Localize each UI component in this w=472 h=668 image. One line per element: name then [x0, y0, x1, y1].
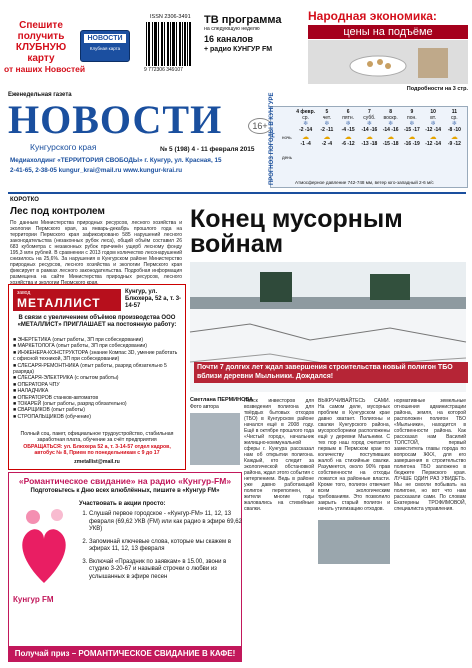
- weather-night-temp: -12 -14: [425, 127, 442, 133]
- weather-night-temp: -14 -16: [361, 127, 378, 133]
- weather-night-temp: -2 -14: [299, 127, 313, 133]
- weather-weekday: пон.: [407, 115, 417, 121]
- masthead-title: НОВОСТИ: [8, 97, 223, 142]
- weather-day-temp: -16 -19: [403, 141, 420, 147]
- job-item: ■ ЭНЕРГЕТИКА (опыт работы, ЗП при собеседовании): [13, 337, 144, 343]
- korotko-label: КОРОТКО: [10, 197, 39, 203]
- weather-block: [269, 92, 468, 188]
- article-col-1b: [244, 512, 314, 652]
- cloud-sun-icon: ☁: [323, 134, 331, 141]
- cloud-sun-icon: ☁: [429, 134, 437, 141]
- weather-date: 5: [325, 109, 329, 115]
- weather-weekday: ср.: [451, 115, 458, 121]
- cloud-sun-icon: ☁: [408, 134, 416, 141]
- radio-ad-intro: Подготовьтесь к Дню всех влюблённых, пишите в «Кунгур FM»: [30, 488, 220, 494]
- ad-metallist: [8, 284, 186, 470]
- byline-role: Фото автора: [190, 404, 219, 410]
- masthead-publisher: Медиахолдинг «ТЕРРИТОРИЯ СВОБОДЫ» г. Кунгур, ул. Красная, 15: [10, 157, 222, 164]
- article-col-3: нормативные земельные отношения администрации района, земля, на которой расположен полигон ТБО «Мыльники», находится в собственности района. Как рассказал нам Василий ТОЛСТОЙ, первый заместитель главы города по вопросам ЖКХ, для его завершения в строительство полигона ТБО заложено в бюджете Пермского края. ЛУЧШЕ ОДИН РАЗ УВИДЕТЬ. Мы не смогли побывать на полигоне, но вот что нам рассказали сами. По словам Екатерины ТРОФИМОВОЙ, специалиста управления.: [394, 398, 466, 512]
- radio-logo: Кунгур FM: [13, 595, 54, 604]
- radio-step: 1. Слушай первое городское - «Кунгур-FM» 11, 12, 13 февраля (69,62 УКВ (FM) или как радио в эфире 69,62 УКВ): [89, 511, 247, 534]
- tv-block: [204, 14, 300, 54]
- job-item: ■ СЛЕСАРЯ-ЭЛЕКТРИКА (с опытом работы): [13, 375, 119, 382]
- article-thumbnail: [190, 413, 240, 465]
- metallist-address: Кунгур, ул. Блюхера, 52 а, т. 3-14-57: [125, 289, 182, 309]
- job-item: ■ СЛЕСАРЯ-РЕМОНТНИКА (опыт работы, разряд обязательно 5 разряда): [13, 362, 167, 376]
- radio-ad: [8, 472, 242, 662]
- metallist-heading: В связи с увеличением объёмов производства ООО «МЕТАЛЛИСТ» ПРИГЛАШАЕТ на постоянную работу:: [17, 315, 177, 328]
- headline-caption: Почти 7 долгих лет ждал завершения строительства новый полигон ТБО вблизи деревни Мыльники. Дождался!: [194, 362, 468, 383]
- weather-day-temp: -1 -4: [300, 141, 311, 147]
- radio-ad-wins: Участвовать в акции просто:: [79, 501, 166, 507]
- weather-weekday: ср.: [302, 115, 309, 121]
- tv-radio: + радио КУНГУР FM: [204, 46, 273, 54]
- cloud-sun-icon: ☁: [302, 134, 310, 141]
- left-article-body: По данным Министерства природных ресурсов, лесного хозяйства и экологии Пермского края, за январь-декабрь прошлого года на территории Пермского края зафиксировано 585 нарушений лесного законодательства (незаконных рубок леса), общий объём составил 26 683 кубометра с незаконных рубок причинён ущерб лесному фонду 195,3 млн рублей. В сравнении с 2013 годом количество лесонарушений снизилось на 25,6%. За нарушения в Кунгурском районе Министерство природных ресурсов, лесного хозяйства и экологии Пермского края фиксирует в рамках лесного законодательства. Подробная информация размещена на сайте Министерства природных ресурсов, лесного хозяйства и экологии Пермского края.: [10, 220, 182, 286]
- cloud-sun-icon: ☁: [344, 134, 352, 141]
- left-article-title: Лес под контролем: [10, 206, 105, 217]
- article-col-2: ВЫКРУЧИВАЙТЕСЬ САМИ. На самом деле, мусорных проблем в Кунгурском крае давно хватает. Полигоны и свалки Кунгурского района, мусоросборники расположены ещё у деревни Мыльники. С тех пор наш город считается первым в Пермском крае по количеству поступивших жалоб на стихийные свалки. Разумеется, около 90% прав собственности на отходы ложатся на районные власти. Кроме того, полигон отвечает всем экологическим требованиям. Это позволило закрыть старый полигон и начать утилизацию отходов.: [318, 398, 390, 512]
- weather-heading: ПРОГНОЗ ПОГОДЫ В КУНГУРЕ: [269, 92, 275, 185]
- article-col-1: Поиск инвесторов для возведения полигона для твёрдых бытовых отходов (ТБО) в Кунгурском районе начался ещё в 2008 году. Ещё в октябре прошлого года «Чистый город», начальник жилищно-коммунальной сферы г. Кунгура рассказал нам об открытии полигона. Каждый, кто следит за экологической обстановкой района, ждал этого события с нетерпением. Ведь в районе уже давно работающий полигон переполнен, и жители многие годы жаловались на стихийные свалки.: [244, 398, 314, 512]
- promo-line-3: КЛУБНУЮ: [15, 42, 67, 53]
- weather-date: 9: [410, 109, 414, 115]
- weather-weekday: пятн.: [342, 115, 355, 121]
- metallist-jobs: [13, 337, 181, 420]
- weather-day: [444, 109, 465, 147]
- snow-icon: ❄: [430, 121, 436, 127]
- radio-steps: [79, 511, 247, 586]
- weather-night-temp: -4 -15: [341, 127, 355, 133]
- metallist-conditions: Полный соц. пакет, официальное трудоустройство, стабильная заработная плата, обучение за счёт предприятия: [20, 431, 174, 444]
- weather-night-temp: -8 -10: [447, 127, 461, 133]
- weather-day-temp: -13 -18: [361, 141, 378, 147]
- age-badge: 16+: [248, 118, 272, 134]
- weather-day: [423, 109, 444, 147]
- snow-icon: ❄: [366, 121, 372, 127]
- weather-weekday: чет.: [322, 115, 332, 121]
- byline-author: Светлана ПЕРМИНОВА: [190, 397, 254, 403]
- job-item: ■ ОПЕРАТОРА ЧПУ: [13, 381, 60, 388]
- radio-step: 2. Запоминай ключевые слова, которые мы скажем в эфирах 11, 12, 13 февраля: [89, 539, 247, 554]
- weather-night-temp: -2 -11: [320, 127, 334, 133]
- snow-icon: ❄: [388, 121, 394, 127]
- weather-day: [359, 109, 380, 147]
- economy-title: Народная экономика:: [308, 9, 437, 23]
- metallist-contact: ОБРАЩАТЬСЯ: ул. Блюхера 52 а, т. 3-14-57 отдел кадров, автобус № 8, Прием по понедельникам с 9 до 17: [23, 444, 171, 457]
- job-item: ■ ТОКАРЕЙ (опыт работы, разряд обязательно): [13, 401, 127, 408]
- headline-title: Конец мусорным войнам: [190, 205, 403, 258]
- metallist-email: zmetallist@mail.ru: [74, 459, 120, 465]
- job-item: ■ СВАРЩИКОВ (опыт работы): [13, 407, 86, 414]
- headline-photo: [190, 262, 466, 392]
- masthead-issue: № 5 (198) 4 - 11 февраля 2015: [160, 146, 255, 153]
- radio-step: 3. Включай «Праздник по заявкам» в 15.00, звони в студию 3-20-67 и называй строчки о любви из услышанных в эфире песен: [89, 559, 247, 582]
- metallist-word: МЕТАЛЛИСТ: [17, 296, 101, 310]
- weather-date: 4 февр.: [296, 109, 316, 115]
- promo-line-5: от наших Новостей: [4, 64, 86, 74]
- economy-subtitle: цены на подъёме: [308, 25, 468, 39]
- weather-day-temp: -9 -12: [447, 141, 461, 147]
- economy-illustration: [308, 40, 468, 84]
- masthead-contacts: 2-41-65, 2-38-05 kungur_krai@mail.ru www.kungur-krai.ru: [10, 167, 183, 174]
- snow-icon: ❄: [345, 121, 351, 127]
- weather-weekday: воскр.: [383, 115, 398, 121]
- snow-icon: ❄: [451, 121, 457, 127]
- snow-icon: ❄: [409, 121, 415, 127]
- cloud-sun-icon: ☁: [365, 134, 373, 141]
- radio-illustration: [13, 503, 75, 593]
- promo-line-4: карту: [27, 53, 55, 64]
- job-item: ■ СТРОПАЛЬЩИКОВ (обучение): [13, 413, 91, 420]
- economy-block: [308, 10, 468, 94]
- tv-title: ТВ программа: [204, 14, 282, 26]
- weather-date: 8: [389, 109, 393, 115]
- metallist-logo: [13, 289, 121, 311]
- weather-day-temp: -2 -4: [321, 141, 333, 147]
- club-card-title: НОВОСТИ: [84, 34, 126, 43]
- promo-line-2: получить: [17, 31, 65, 42]
- weather-grid: [295, 109, 465, 173]
- barcode-number: 9 772306 349107: [144, 67, 183, 73]
- club-card-label: Клубная карта: [89, 46, 121, 51]
- issn: ISSN 2306-3491: [150, 14, 191, 20]
- job-item: ■ ИНЖЕНЕРА-КОНСТРУКТОРА (знание Компас 3D, умение работать с офисной техникой, ЗП при собеседовании): [13, 349, 178, 363]
- weather-day: [295, 109, 316, 147]
- cloud-sun-icon: ☁: [450, 134, 458, 141]
- job-item: ■ ОПЕРАТОРОВ станков-автоматов: [13, 394, 99, 401]
- weather-night-label: ночь: [282, 135, 292, 140]
- weather-day-temp: -15 -18: [382, 141, 399, 147]
- job-item: ■ НАЛАДЧИКА: [13, 388, 49, 395]
- snow-icon: ❄: [324, 121, 330, 127]
- weather-day: [401, 109, 422, 147]
- article-col-2-photo: [318, 520, 390, 564]
- weather-day: [380, 109, 401, 147]
- tv-subtitle: на следующую неделю: [204, 26, 260, 32]
- weather-day-temp: -12 -14: [425, 141, 442, 147]
- masthead-region: Кунгурского края: [30, 142, 97, 152]
- weather-night-temp: -15 -17: [403, 127, 420, 133]
- economy-more: Подробности на 3 стр.: [406, 86, 468, 92]
- weather-day: [338, 109, 359, 147]
- promo-block: [4, 20, 86, 90]
- promo-line-1: Спешите: [19, 20, 63, 31]
- radio-prize: Получай приз – РОМАНТИЧЕСКОЕ СВИДАНИЕ В КАФЕ!: [9, 646, 241, 661]
- club-card: [80, 30, 130, 62]
- job-item: ■ МАРКЕТОЛОГА (опыт работы, ЗП при собеседовании): [13, 343, 147, 350]
- weather-date: 6: [346, 109, 350, 115]
- cloud-sun-icon: ☁: [387, 134, 395, 141]
- radio-ad-title: «Романтическое свидание» на радио «Кунгур-FM»: [18, 476, 232, 486]
- barcode: [144, 22, 194, 74]
- weather-date: 7: [367, 109, 371, 115]
- weather-day: [316, 109, 337, 147]
- masthead-kicker: Еженедельная газета: [8, 92, 72, 98]
- weather-date: 11: [451, 109, 458, 115]
- weather-footer: Атмосферное давление 742-748 мм, ветер юго-западный 2-6 м/с: [295, 180, 434, 185]
- weather-weekday: субб.: [363, 115, 376, 121]
- weather-weekday: вт.: [430, 115, 436, 121]
- weather-night-temp: -14 -16: [382, 127, 399, 133]
- tv-channels: 16 каналов: [204, 34, 254, 45]
- weather-day-label: день: [282, 155, 292, 160]
- snow-icon: ❄: [303, 121, 309, 127]
- weather-date: 10: [430, 109, 436, 115]
- metallist-plant: завод: [17, 290, 31, 296]
- weather-day-temp: -6 -12: [341, 141, 355, 147]
